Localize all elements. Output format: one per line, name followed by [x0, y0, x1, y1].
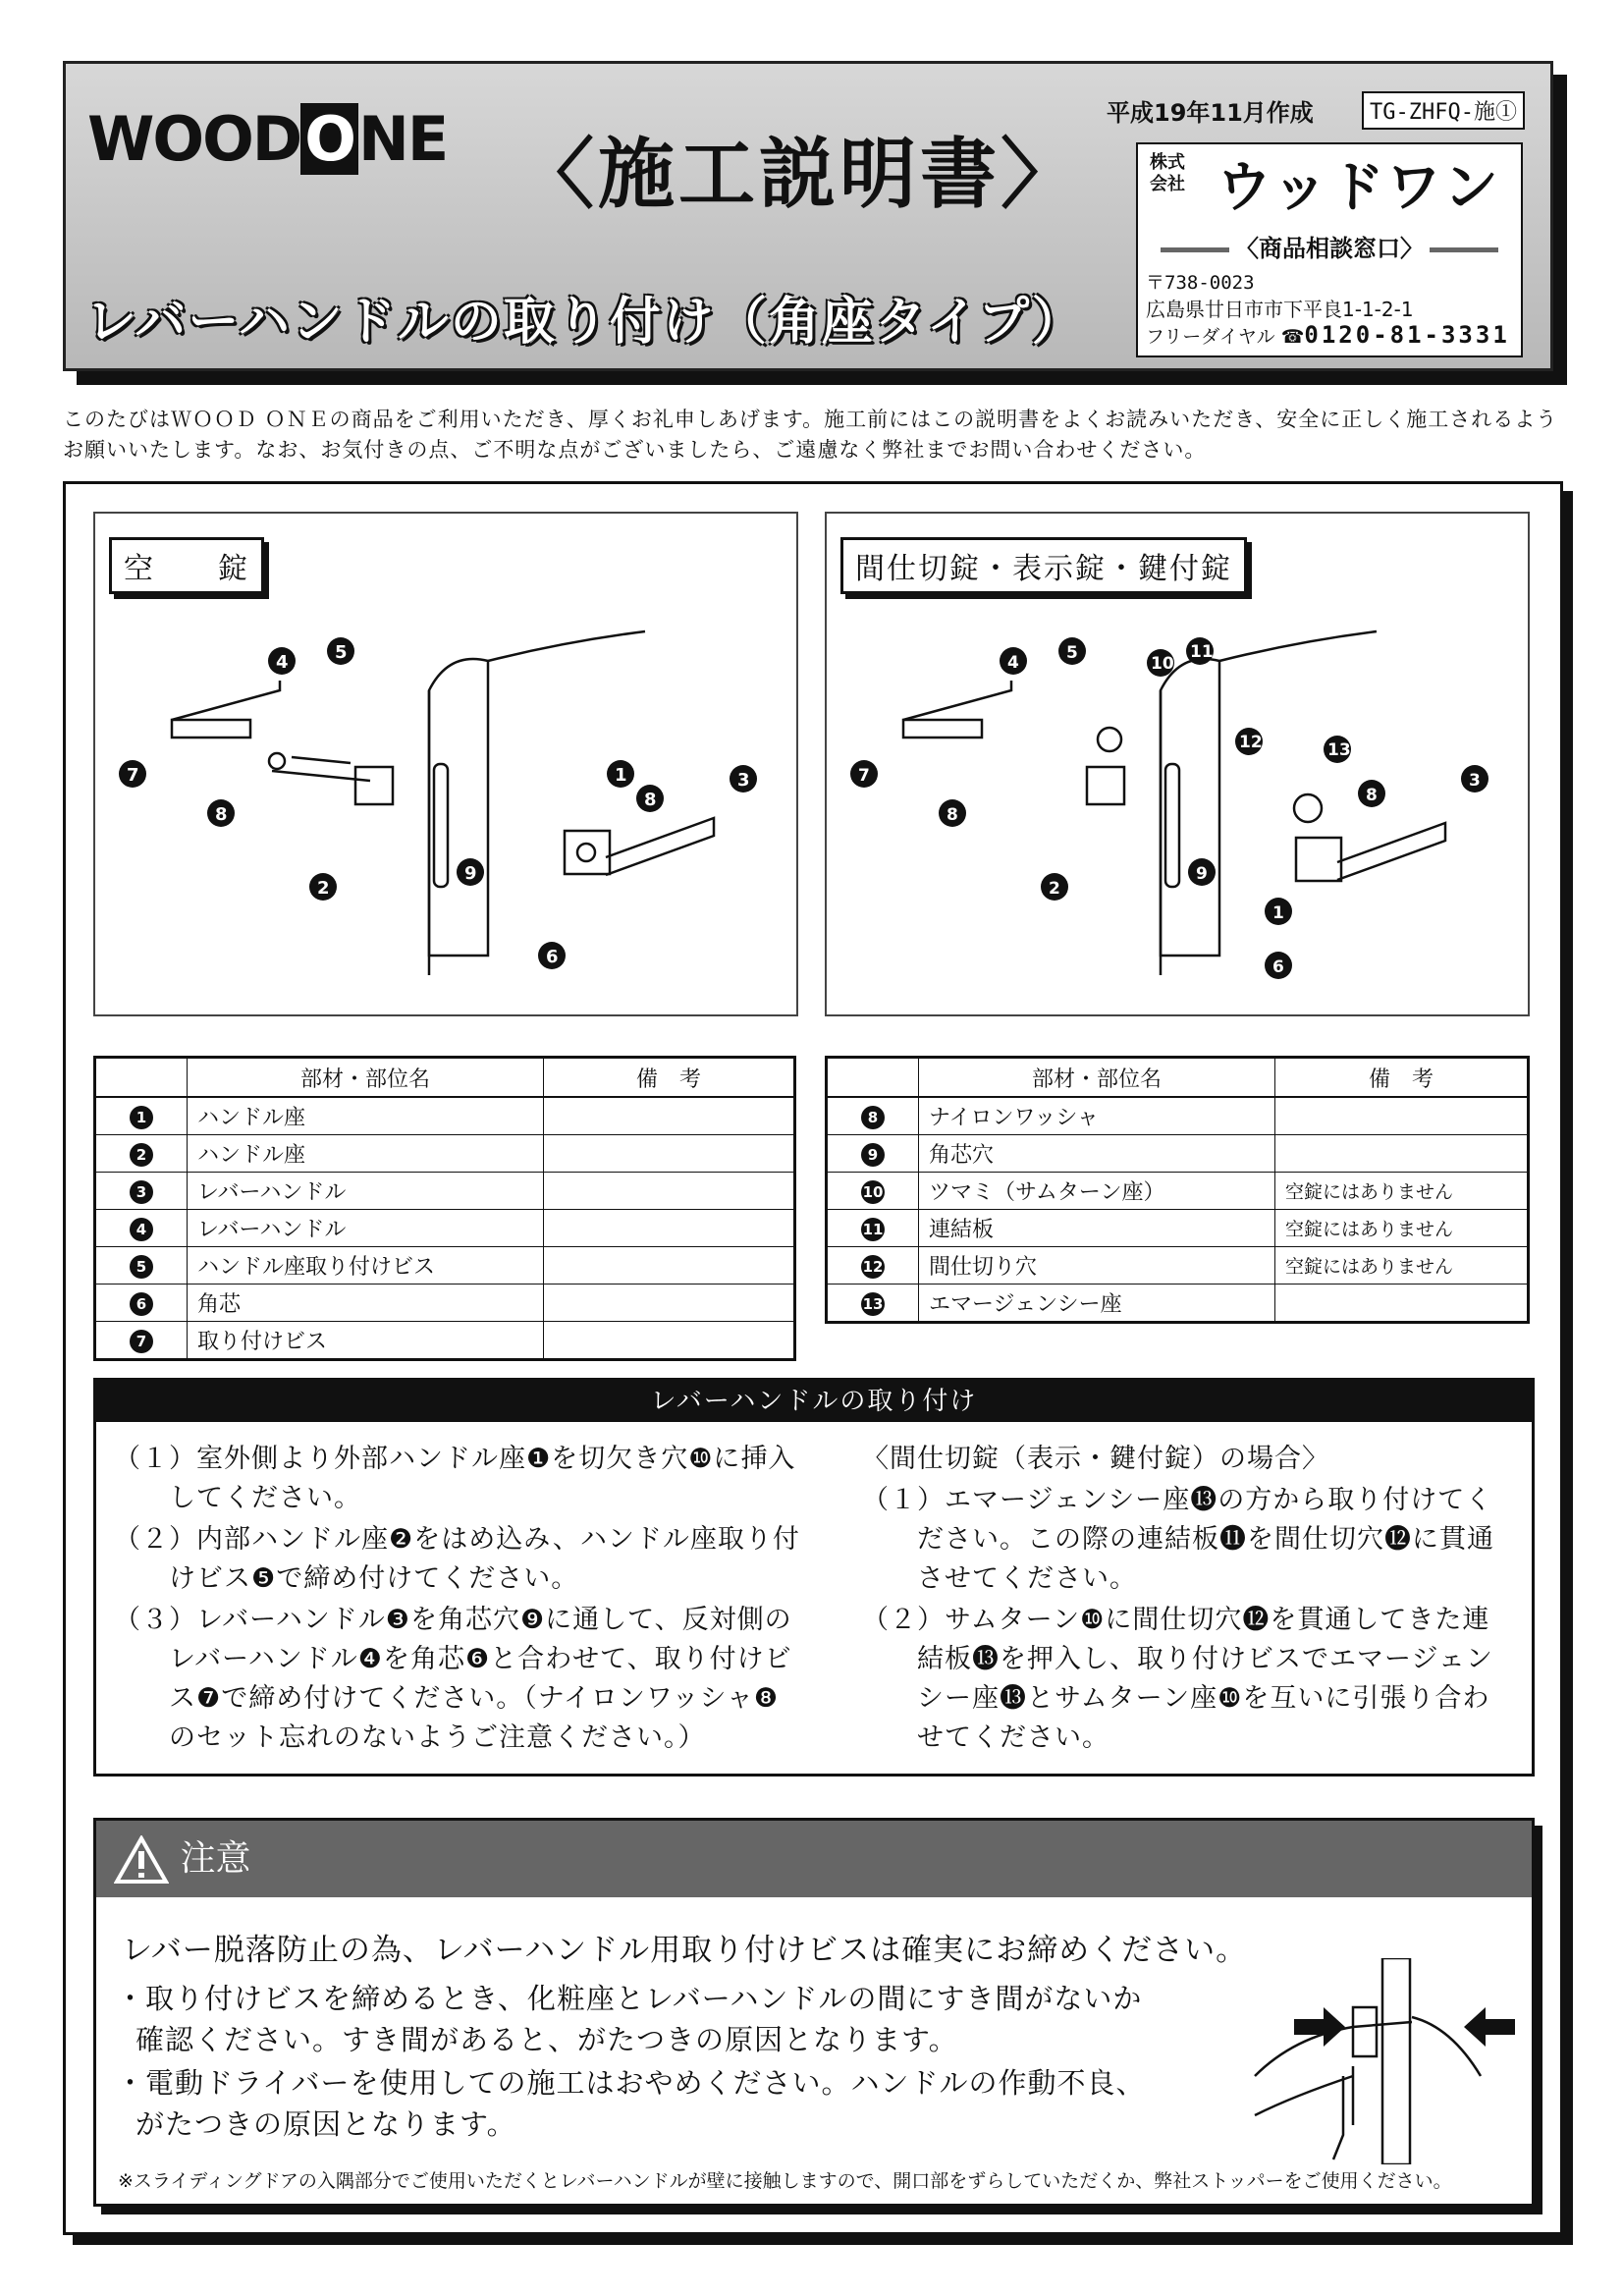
- step-item: （３）レバーハンドル❸を角芯穴❾に通して、反対側のレバーハンドル❹を角芯❻と合わせて、取り付けビス❼で締め付けてください。（ナイロンワッシャ❽のセット忘れのないようご注意ください。）: [114, 1605, 792, 1753]
- table-row: 4 レバーハンドル: [95, 1210, 795, 1247]
- col-header-name: 部材・部位名: [188, 1058, 544, 1098]
- svg-text:6: 6: [1272, 957, 1284, 977]
- svg-text:7: 7: [127, 765, 139, 786]
- caution-header: [96, 1821, 1532, 1897]
- installation-steps-right: [862, 1440, 1510, 1760]
- freedial: フリーダイヤル ☎0120-81-3331: [1146, 321, 1510, 349]
- document-subtitle: レバーハンドルの取り付け（角座タイプ）: [85, 293, 1085, 352]
- main-frame: [63, 481, 1563, 2235]
- creation-date: 平成19年11月作成: [1107, 99, 1314, 127]
- step-item: （２）サムターン❿に間仕切穴⓬を貫通してきた連結板⓭を押入し、取り付けビスでエマージェンシー座⓭とサムターン座❿を互いに引張り合わせてください。: [862, 1605, 1493, 1753]
- caution-title: 注意: [180, 1838, 251, 1879]
- diagram-label-plain: 空 錠: [109, 537, 264, 594]
- svg-text:11: 11: [1190, 642, 1214, 662]
- col-header-no: [95, 1058, 188, 1098]
- contact-box: [1136, 142, 1523, 357]
- svg-text:5: 5: [1066, 643, 1078, 663]
- diagram-plain-lock: [93, 512, 798, 1016]
- table-row: 5 ハンドル座取り付けビス: [95, 1247, 795, 1285]
- table-row: 2 ハンドル座: [95, 1135, 795, 1173]
- table-row: 7 取り付けビス: [95, 1322, 795, 1360]
- col-header-note: 備 考: [1275, 1058, 1529, 1098]
- table-row: 13 エマージェンシー座: [827, 1285, 1529, 1323]
- woodone-logo: WOODONE: [87, 103, 448, 175]
- svg-text:4: 4: [1007, 653, 1019, 673]
- parts-table-right: [825, 1056, 1530, 1324]
- step-item: （１）エマージェンシー座⓭の方から取り付けてください。この際の連結板⓫を間仕切穴⓬に貫通させてください。: [862, 1485, 1494, 1594]
- svg-text:1: 1: [615, 765, 627, 786]
- svg-text:2: 2: [1049, 879, 1060, 899]
- header-banner: [63, 61, 1553, 371]
- svg-text:4: 4: [276, 652, 289, 673]
- svg-text:9: 9: [1196, 864, 1208, 884]
- svg-text:8: 8: [215, 804, 228, 825]
- address: 広島県廿日市市下平良1-1-2-1: [1146, 298, 1414, 321]
- svg-text:9: 9: [464, 863, 477, 884]
- svg-text:12: 12: [1239, 733, 1263, 752]
- company-name: ウッドワン: [1217, 156, 1500, 220]
- caution-item: ・取り付けビスを締めるとき、化粧座とレバーハンドルの間にすき間がないか確認ください。すき間があると、がたつきの原因となります。: [116, 1982, 1143, 2056]
- svg-text:3: 3: [737, 770, 750, 791]
- installation-steps-left: [114, 1440, 801, 1760]
- step-item: （１）室外側より外部ハンドル座❶を切欠き穴❿に挿入してください。: [114, 1444, 796, 1513]
- diagram-privacy-lock: [825, 512, 1530, 1016]
- svg-text:1: 1: [1272, 903, 1284, 923]
- caution-section: [93, 1818, 1535, 2207]
- col-header-name: 部材・部位名: [919, 1058, 1275, 1098]
- caution-item: ・電動ドライバーを使用しての施工はおやめください。ハンドルの作動不良、がたつきの原因となります。: [116, 2066, 1146, 2141]
- table-row: 8 ナイロンワッシャ: [827, 1097, 1529, 1135]
- svg-text:2: 2: [317, 878, 330, 899]
- table-row: 10 ツマミ（サムターン座） 空錠にはありません: [827, 1173, 1529, 1210]
- svg-text:5: 5: [335, 642, 348, 663]
- svg-text:8: 8: [644, 790, 657, 810]
- privacy-heading: 〈間仕切錠（表示・鍵付錠）の場合〉: [862, 1444, 1329, 1474]
- step-item: （２）内部ハンドル座❷をはめ込み、ハンドル座取り付けビス❺で締め付けてください。: [114, 1524, 800, 1594]
- table-row: 6 角芯: [95, 1285, 795, 1322]
- caution-note: ※スライディングドアの入隅部分でご使用いただくとレバーハンドルが壁に接触しますので、開口部をずらしていただくか、弊社ストッパーをご使用ください。: [118, 2170, 1452, 2192]
- col-header-note: 備 考: [544, 1058, 795, 1098]
- diagram-label-privacy: 間仕切錠・表示錠・鍵付錠: [840, 537, 1247, 594]
- table-row: 1 ハンドル座: [95, 1097, 795, 1135]
- company-prefix: 株式会社: [1150, 152, 1185, 194]
- svg-text:8: 8: [947, 805, 958, 825]
- svg-text:3: 3: [1469, 771, 1481, 791]
- installation-title: レバーハンドルの取り付け: [96, 1381, 1532, 1422]
- document-code: TG-ZHFQ-施①: [1362, 91, 1525, 130]
- caution-lead: レバー脱落防止の為、レバーハンドル用取り付けビスは確実にお締めください。: [122, 1933, 1248, 1968]
- postal-code: 〒738-0023: [1146, 272, 1255, 294]
- screw-tightening-illustration: [1235, 1958, 1520, 2164]
- table-row: 11 連結板 空錠にはありません: [827, 1210, 1529, 1247]
- table-row: 3 レバーハンドル: [95, 1173, 795, 1210]
- phone-icon: ☎: [1280, 326, 1305, 348]
- col-header-no: [827, 1058, 919, 1098]
- svg-text:7: 7: [858, 766, 870, 786]
- table-row: 12 間仕切り穴 空錠にはありません: [827, 1247, 1529, 1285]
- svg-text:6: 6: [546, 947, 559, 967]
- installation-section: [93, 1378, 1535, 1777]
- warning-icon: [114, 1835, 169, 1885]
- svg-text:10: 10: [1151, 654, 1174, 674]
- svg-text:8: 8: [1366, 786, 1378, 805]
- parts-table-left: [93, 1056, 796, 1361]
- document-title: 〈施工説明書〉: [517, 131, 1082, 219]
- support-desk: 〈商品相談窓口〉: [1138, 229, 1521, 263]
- intro-text: このたびはＷＯＯＤ ＯＮＥの商品をご利用いただき、厚くお礼申しあげます。施工前にはこの説明書をよくお読みいただき、安全に正しく施工されるようお願いいたします。なお、お気付きの点、ご不明な点がございましたら、ご遠慮なく弊社までお問い合わせください。: [63, 408, 1558, 462]
- table-row: 9 角芯穴: [827, 1135, 1529, 1173]
- svg-text:13: 13: [1327, 740, 1351, 760]
